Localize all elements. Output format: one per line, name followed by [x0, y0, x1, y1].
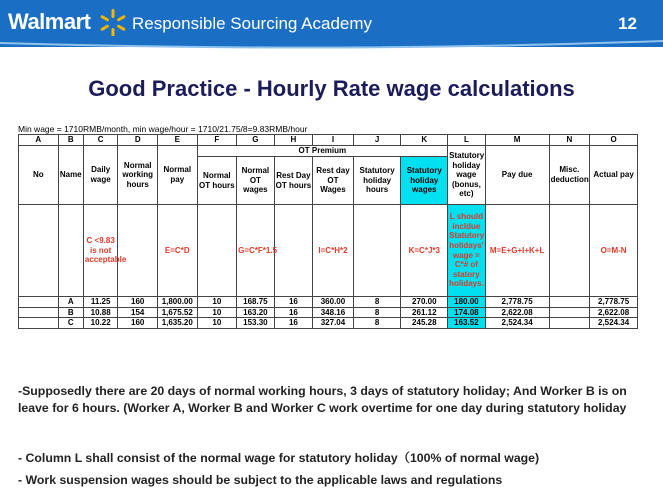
cell-rest-day-ot-hours: 16	[274, 318, 313, 329]
note-work-suspension: - Work suspension wages should be subject to the applicable laws and regulations	[18, 473, 503, 487]
formula-cell	[549, 205, 590, 297]
column-letters-row	[19, 135, 638, 146]
column-letter: K	[401, 135, 448, 146]
cell-no	[19, 318, 59, 329]
cell-pay-due: 2,622.08	[485, 307, 549, 318]
header-rest-day-ot-hours: Rest Day OT hours	[274, 157, 313, 205]
header-stat-holiday-wage: Statutory holiday wage (bonus, etc)	[448, 146, 486, 205]
cell-stat-holiday-wages: 270.00	[401, 297, 448, 308]
cell-pay-due: 2,524.34	[485, 318, 549, 329]
column-letter: A	[19, 135, 59, 146]
walmart-spark-icon	[98, 8, 128, 38]
formula-i: I=C*H*2	[313, 205, 354, 297]
formula-o: O=M-N	[590, 205, 638, 297]
cell-normal-hours: 160	[118, 318, 158, 329]
cell-stat-holiday-wage-bonus: 163.52	[448, 318, 486, 329]
column-letter: D	[118, 135, 158, 146]
cell-name: C	[58, 318, 83, 329]
cell-normal-hours: 160	[118, 297, 158, 308]
walmart-logo-text: Walmart	[8, 9, 91, 34]
cell-name: A	[58, 297, 83, 308]
header-normal-pay: Normal pay	[157, 146, 197, 205]
cell-rest-day-ot-wages: 327.04	[313, 318, 354, 329]
cell-actual-pay: 2,622.08	[590, 307, 638, 318]
formula-g: G=C*F*1.5	[237, 205, 275, 297]
table-row	[19, 307, 638, 318]
cell-normal-ot-hours: 10	[197, 307, 237, 318]
note-assumptions: -Supposedly there are 20 days of normal working hours, 3 days of statutory holiday; And Worker B is on leave for 6 hours. (Worker A, Worker B and Worker C work overtime for one day during statutory holiday	[18, 384, 627, 415]
academy-name: Responsible Sourcing Academy	[132, 14, 373, 33]
cell-stat-holiday-hours: 8	[353, 318, 401, 329]
cell-actual-pay: 2,524.34	[590, 318, 638, 329]
cell-daily-wage: 10.88	[83, 307, 118, 318]
formula-cell	[353, 205, 401, 297]
column-letter: B	[58, 135, 83, 146]
cell-stat-holiday-hours: 8	[353, 297, 401, 308]
header-daily-wage: Daily wage	[83, 146, 118, 205]
formula-e: E=C*D	[157, 205, 197, 297]
cell-normal-pay: 1,635.20	[157, 318, 197, 329]
cell-stat-holiday-hours: 8	[353, 307, 401, 318]
header-wave-decoration	[0, 36, 663, 50]
cell-rest-day-ot-wages: 348.16	[313, 307, 354, 318]
header-normal-hours: Normal working hours	[118, 146, 158, 205]
cell-normal-ot-wages: 168.75	[237, 297, 275, 308]
formula-cell	[58, 205, 83, 297]
cell-normal-hours: 154	[118, 307, 158, 318]
header-rest-day-ot-wages: Rest day OT Wages	[313, 157, 354, 205]
slide-title: Good Practice - Hourly Rate wage calculations	[88, 76, 575, 101]
formula-k: K=C*J*3	[401, 205, 448, 297]
ot-premium-row	[19, 146, 638, 157]
cell-stat-holiday-wages: 261.12	[401, 307, 448, 318]
cell-normal-pay: 1,800.00	[157, 297, 197, 308]
cell-actual-pay: 2,778.75	[590, 297, 638, 308]
cell-normal-ot-hours: 10	[197, 318, 237, 329]
column-letter: F	[197, 135, 237, 146]
column-letter: L	[448, 135, 486, 146]
header-name: Name	[58, 146, 83, 205]
cell-misc-deduction	[549, 297, 590, 308]
header-no: No	[19, 146, 59, 205]
formula-row	[19, 205, 638, 297]
column-letter: M	[485, 135, 549, 146]
column-letter: H	[274, 135, 313, 146]
cell-normal-ot-wages: 153.30	[237, 318, 275, 329]
formula-m: M=E+G+I+K+L	[485, 205, 549, 297]
cell-rest-day-ot-hours: 16	[274, 307, 313, 318]
formula-l: L should incldue Statutory holidays' wage = C*# of statory holidays.	[448, 205, 486, 297]
cell-rest-day-ot-wages: 360.00	[313, 297, 354, 308]
cell-daily-wage: 10.22	[83, 318, 118, 329]
header-stat-holiday-hours: Statutory holiday hours	[353, 157, 401, 205]
cell-normal-ot-hours: 10	[197, 297, 237, 308]
column-letter: C	[83, 135, 118, 146]
cell-no	[19, 307, 59, 318]
formula-cell	[197, 205, 237, 297]
cell-misc-deduction	[549, 307, 590, 318]
table-row	[19, 318, 638, 329]
header-normal-ot-hours: Normal OT hours	[197, 157, 237, 205]
cell-misc-deduction	[549, 318, 590, 329]
formula-cell	[19, 205, 59, 297]
cell-normal-pay: 1,675.52	[157, 307, 197, 318]
page-number: 12	[618, 14, 637, 33]
cell-normal-ot-wages: 163.20	[237, 307, 275, 318]
column-letter: O	[590, 135, 638, 146]
cell-stat-holiday-wage-bonus: 180.00	[448, 297, 486, 308]
cell-rest-day-ot-hours: 16	[274, 297, 313, 308]
table-row	[19, 297, 638, 308]
min-wage-note: Min wage = 1710RMB/month, min wage/hour = 1710/21.75/8=9.83RMB/hour	[18, 124, 308, 134]
note-column-l: - Column L shall consist of the normal wage for statutory holiday（100% of normal wage)	[18, 451, 540, 465]
header-pay-due: Pay due	[485, 146, 549, 205]
header-normal-ot-wages: Normal OT wages	[237, 157, 275, 205]
column-letter: J	[353, 135, 401, 146]
cell-no	[19, 297, 59, 308]
header-actual-pay: Actual pay	[590, 146, 638, 205]
column-letter: I	[313, 135, 354, 146]
cell-stat-holiday-wage-bonus: 174.08	[448, 307, 486, 318]
cell-name: B	[58, 307, 83, 318]
header-misc-deduction: Misc. deduction	[549, 146, 590, 205]
formula-cell	[274, 205, 313, 297]
cell-stat-holiday-wages: 245.28	[401, 318, 448, 329]
column-letter: E	[157, 135, 197, 146]
column-letter: G	[237, 135, 275, 146]
formula-cell	[118, 205, 158, 297]
formula-c: C <9.83 is not acceptable	[83, 205, 118, 297]
header-stat-holiday-wages: Statutory holiday wages	[401, 157, 448, 205]
cell-daily-wage: 11.25	[83, 297, 118, 308]
column-letter: N	[549, 135, 590, 146]
header-ot-premium: OT Premium	[197, 146, 448, 157]
wage-calculation-table	[18, 134, 638, 329]
cell-pay-due: 2,778.75	[485, 297, 549, 308]
